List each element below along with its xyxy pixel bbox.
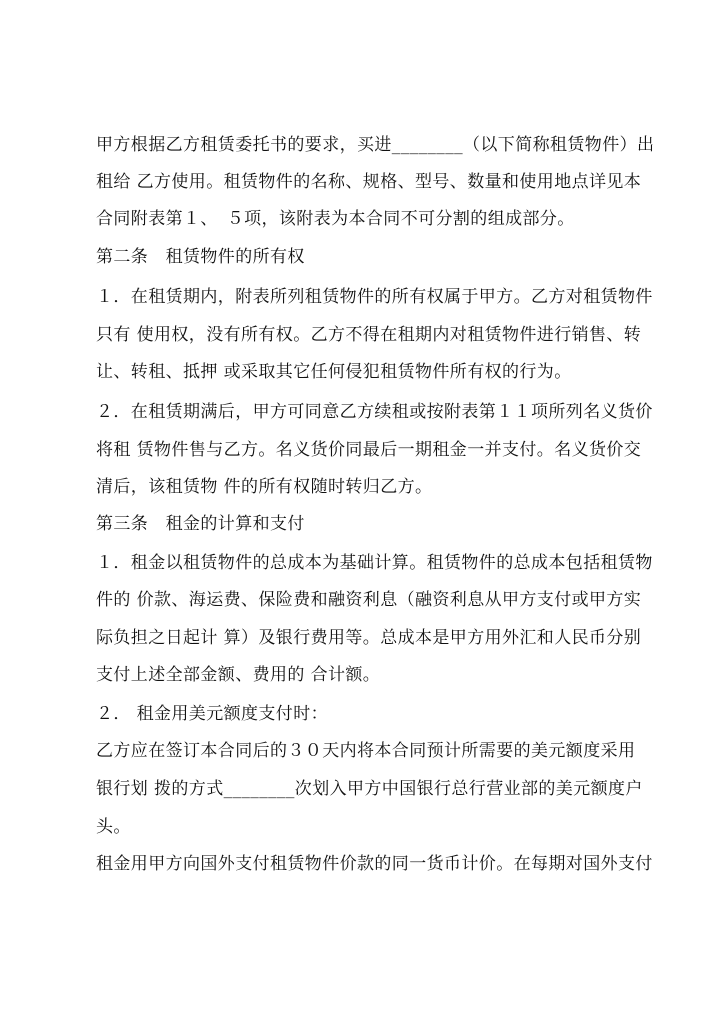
text-line: 租金用甲方向国外支付租赁物件价款的同一货币计价。在每期对国外支付 — [96, 854, 653, 874]
section-heading: 第二条 租赁物件的所有权 — [96, 247, 305, 267]
text-line: 际负担之日起计 算）及银行费用等。总成本是甲方用外汇和人民币分别 — [96, 628, 642, 648]
text-line: 将租 赁物件售与乙方。名义货价同最后一期租金一并支付。名义货价交 — [96, 440, 642, 460]
text-line: 乙方应在签订本合同后的３０天内将本合同预计所需要的美元额度采用 — [96, 741, 636, 761]
text-line: １．在租赁期内，附表所列租赁物件的所有权属于甲方。乙方对租赁物件 — [96, 287, 653, 307]
text-line: １．租金以租赁物件的总成本为基础计算。租赁物件的总成本包括租赁物 — [96, 553, 653, 573]
text-line: 银行划 拨的方式________次划入甲方中国银行总行营业部的美元额度户 — [96, 779, 643, 799]
section-heading: 第三条 租金的计算和支付 — [96, 514, 305, 534]
text-line: 合同附表第１、 ５项，该附表为本合同不可分割的组成部分。 — [96, 209, 575, 229]
text-line: 租给 乙方使用。租赁物件的名称、规格、型号、数量和使用地点详见本 — [96, 172, 642, 192]
text-line: 甲方根据乙方租赁委托书的要求，买进________（以下简称租赁物件）出 — [96, 135, 655, 155]
text-line: 支付上述全部金额、费用的 合计额。 — [96, 665, 381, 685]
text-line: 只有 使用权，没有所有权。乙方不得在租期内对租赁物件进行销售、转 — [96, 325, 642, 345]
text-line: 让、转租、抵押 或采取其它任何侵犯租赁物件所有权的行为。 — [96, 362, 572, 382]
text-line: 头。 — [96, 817, 131, 837]
text-line: 件的 价款、海运费、保险费和融资利息（融资利息从甲方支付或甲方实 — [96, 590, 642, 610]
text-line: ２． 租金用美元额度支付时： — [96, 704, 329, 724]
text-line: 清后，该租赁物 件的所有权随时转归乙方。 — [96, 477, 433, 497]
text-line: ２．在租赁期满后，甲方可同意乙方续租或按附表第１１项所列名义货价 — [96, 402, 653, 422]
